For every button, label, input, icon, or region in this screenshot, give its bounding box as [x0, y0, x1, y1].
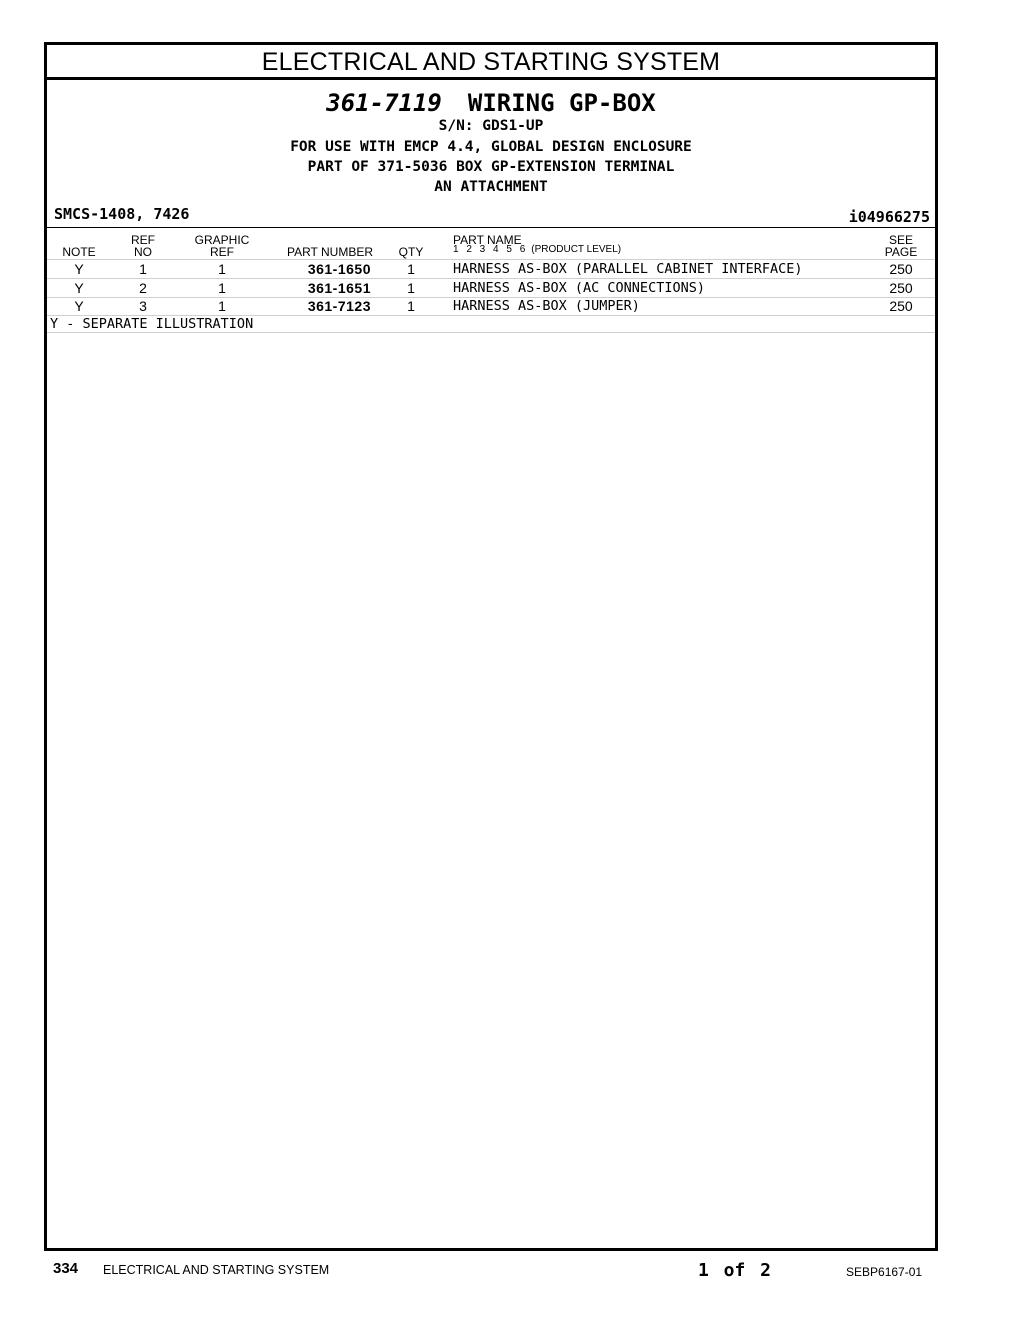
row-part-number: 361-7123	[307, 298, 371, 314]
footer-page-number: 334	[53, 1260, 79, 1277]
row-note: Y	[74, 298, 84, 314]
row-see-page: 250	[889, 280, 913, 296]
part-of-note: PART OF 371-5036 BOX GP-EXTENSION TERMINAL	[307, 159, 675, 175]
header-graphic-top: GRAPHIC	[194, 233, 250, 247]
table-row	[47, 279, 935, 297]
header-ref-bottom: NO	[134, 245, 152, 259]
header-level-numbers: 1 2 3 4 5 6	[453, 244, 526, 255]
header-part-number: PART NUMBER	[286, 245, 373, 259]
header-part-name: PART NAME	[453, 233, 522, 247]
group-title	[47, 89, 935, 117]
row-qty: 1	[407, 261, 415, 277]
legend-rule	[47, 332, 935, 333]
group-part-number: 361-7119	[326, 89, 442, 117]
row-part-name: HARNESS AS-BOX (PARALLEL CABINET INTERFACE)	[453, 261, 803, 277]
header-see-top: SEE	[888, 233, 913, 247]
header-product-levels	[453, 245, 621, 255]
row-qty: 1	[407, 298, 415, 314]
row-part-number: 361-1651	[307, 280, 371, 296]
row-ref: 3	[139, 298, 147, 314]
row-ref: 1	[139, 261, 147, 277]
header-product-level: (PRODUCT LEVEL)	[531, 244, 622, 255]
header-qty: QTY	[398, 245, 424, 259]
table-row	[47, 297, 935, 315]
row-ref: 2	[139, 280, 147, 296]
row-see-page: 250	[889, 298, 913, 314]
page-frame	[44, 42, 938, 1251]
footer-sheet: 1 of 2	[698, 1260, 772, 1281]
row-qty: 1	[407, 280, 415, 296]
serial-number: S/N: GDS1-UP	[438, 118, 544, 134]
row-graphic-ref: 1	[218, 261, 226, 277]
header-see-bottom: PAGE	[884, 245, 918, 259]
row-part-name: HARNESS AS-BOX (AC CONNECTIONS)	[453, 280, 705, 296]
header-note: NOTE	[62, 245, 96, 259]
row-note: Y	[74, 261, 84, 277]
attachment-note: AN ATTACHMENT	[434, 179, 548, 195]
header-graphic-bottom: REF	[210, 245, 234, 259]
illustration-id: i04966275	[848, 208, 930, 226]
table-top-rule	[47, 227, 935, 228]
row-part-number: 361-1650	[307, 261, 371, 277]
row-see-page: 250	[889, 261, 913, 277]
footer-document-id: SEBP6167-01	[846, 1265, 923, 1279]
row-part-name: HARNESS AS-BOX (JUMPER)	[453, 298, 640, 314]
footer-section: ELECTRICAL AND STARTING SYSTEM	[103, 1263, 330, 1277]
row-graphic-ref: 1	[218, 280, 226, 296]
header-ref-top: REF	[131, 233, 155, 247]
row-graphic-ref: 1	[218, 298, 226, 314]
legend-note: Y - SEPARATE ILLUSTRATION	[50, 316, 254, 332]
group-name: WIRING GP-BOX	[467, 89, 656, 117]
section-title: ELECTRICAL AND STARTING SYSTEM	[47, 45, 935, 80]
table-row	[47, 260, 935, 278]
use-note: FOR USE WITH EMCP 4.4, GLOBAL DESIGN ENCLOSURE	[290, 139, 692, 155]
row-note: Y	[74, 280, 84, 296]
smcs-code: SMCS-1408, 7426	[54, 205, 190, 223]
